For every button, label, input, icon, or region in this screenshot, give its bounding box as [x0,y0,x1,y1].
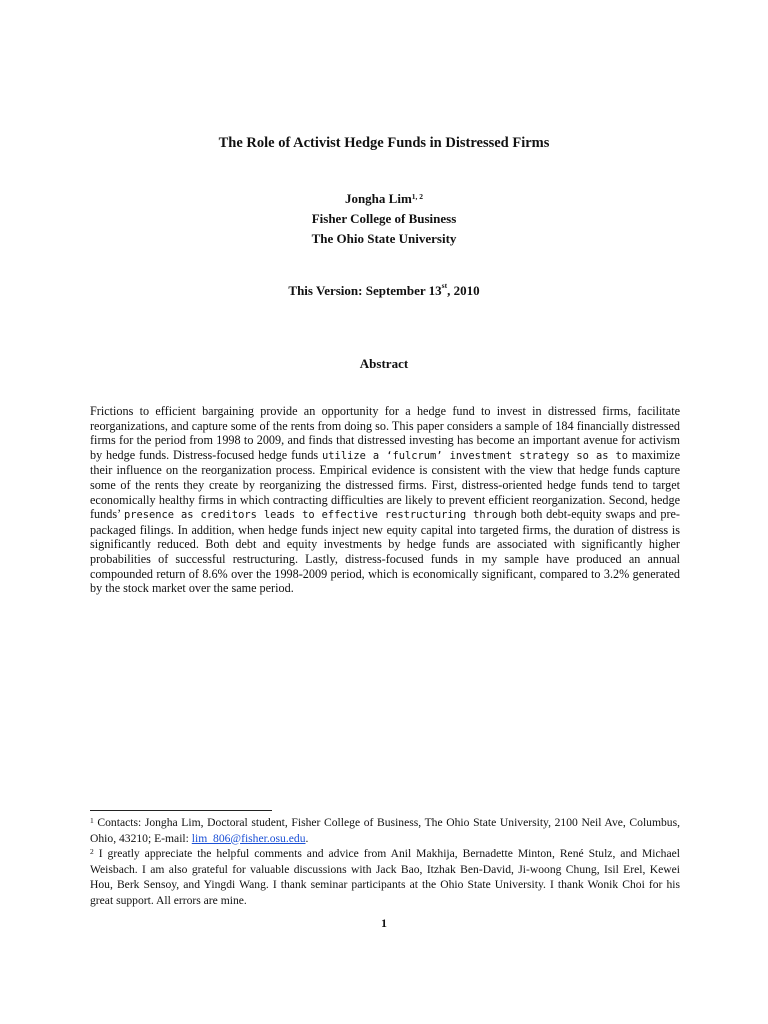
author-name-line [0,189,768,209]
version-prefix: This Version: September 13 [288,283,442,298]
abstract-segment-2: maximize their influence on the reorganization process. Empirical evidence is consistent with the view that hedge funds capture some of the rents they create by reorganizing the distressed firms. First, distress-oriented hedge funds tend to target economically healthy firms in which contracting difficulties are likely to prevent efficient reorganization. Second, hedge funds’ [90,447,680,522]
version-date [0,283,768,299]
page-number: 1 [381,916,387,930]
author-footnote-marks: 1, 2 [411,192,424,201]
author-affiliation-university: The Ohio State University [311,231,457,246]
footnote-1 [90,815,680,846]
footnotes [90,815,680,909]
abstract-segment-3: both debt-equity swaps and pre-packaged filings. In addition, when hedge funds inject new equity capital into targeted firms, the duration of distress is significantly reduced. Both debt and equity investments by hedge funds are associated with significantly higher probabilities of successful restructuring. Lastly, distress-focused funds in my sample have produced an annual compounded return of 8.6% over the 1998-2009 period, which is economically significant, compared to 3.2% generated by the stock market over the same period. [90,507,680,596]
abstract-mono-segment-1: utilize a ‘fulcrum’ investment strategy so as to [322,449,629,462]
footnote-1-mark: 1 [90,816,94,825]
abstract-mono-segment-2: presence as creditors leads to effective restructuring through [124,509,517,522]
footnote-2-mark: 2 [90,847,94,857]
abstract-segment-1: Frictions to efficient bargaining provide an opportunity for a hedge fund to invest in distressed firms, facilitate reorganizations, and capture some of the rents from doing so. This paper considers a sample of 184 financially distressed firms for the period from 1998 to 2009, and finds that distressed investing has become an important avenue for activism by hedge funds. Distress-focused hedge funds [90,404,680,462]
footnote-1-text: Contacts: Jongha Lim, Doctoral student, Fisher College of Business, The Ohio State University, 2100 Neil Ave, Columbus, Ohio, 43210; E-mail: [90,816,680,845]
footnote-2 [90,846,680,908]
footnote-1-end: . [305,831,309,845]
author-email-link[interactable]: lim_806@fisher.osu.edu [191,831,306,845]
author-affiliation-college: Fisher College of Business [311,211,457,226]
paper-title: The Role of Activist Hedge Funds in Distressed Firms [218,135,550,151]
author-block [0,189,768,249]
footnote-divider [90,810,272,811]
abstract-text [90,404,680,596]
version-suffix: , 2010 [447,283,480,298]
version-ordinal: st [441,281,448,290]
footnote-2-text: I greatly appreciate the helpful comments and advice from Anil Makhija, Bernadette Minton, René Stulz, and Michael Weisbach. I am also grateful for valuable discussions with Jack Bao, Itzhak Ben-David, Ji-woong Chung, Isil Erel, Kewei Hou, Berk Sensoy, and Yingdi Wang. I thank seminar participants at the Ohio State University. I thank Wonik Choi for his great support. All errors are mine. [90,847,680,907]
abstract-heading: Abstract [359,356,409,371]
author-name: Jongha Lim [344,191,412,206]
